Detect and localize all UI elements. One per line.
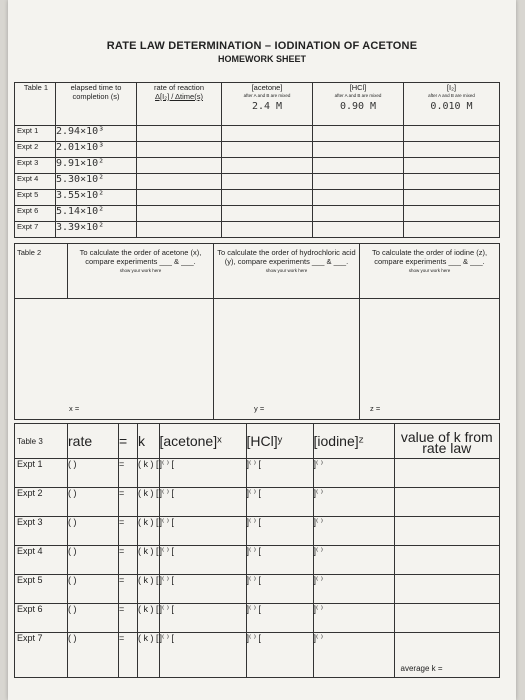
table3-k-heading: k xyxy=(138,424,160,459)
table-row: Expt 7 3.39×10² xyxy=(15,222,500,238)
work-area-z[interactable] xyxy=(360,299,500,420)
z-label: z = xyxy=(370,404,381,413)
table3-label: Table 3 xyxy=(15,424,68,459)
elapsed-time-value[interactable]: 2.94×10³ xyxy=(56,126,137,142)
elapsed-time-value[interactable]: 9.91×10² xyxy=(56,158,137,174)
table3-k-value-heading: value of k from rate law xyxy=(394,424,500,459)
table-row: Expt 1 2.94×10³ xyxy=(15,126,500,142)
table1-label: Table 1 xyxy=(15,83,56,126)
table-row: Expt 6 ( ) = ( k ) [ ]⁽ ⁾ [ ]⁽ ⁾ [ ]⁽ ⁾ xyxy=(15,604,500,633)
table-1 xyxy=(14,82,500,238)
work-area-x[interactable] xyxy=(15,299,214,420)
elapsed-time-value[interactable]: 3.39×10² xyxy=(56,222,137,238)
elapsed-time-value[interactable]: 5.30×10² xyxy=(56,174,137,190)
table3-hcl-heading: [HCl]ʸ xyxy=(246,424,313,459)
elapsed-time-value[interactable]: 5.14×10² xyxy=(56,206,137,222)
table1-col-i2: [I₂] after A and B are mixed 0.010 M xyxy=(404,83,500,126)
table-row: Expt 2 2.01×10³ xyxy=(15,142,500,158)
page-subtitle: HOMEWORK SHEET xyxy=(217,54,306,64)
table-row: Expt 6 5.14×10² xyxy=(15,206,500,222)
table1-col-hcl: [HCl] after A and B are mixed 0.90 M xyxy=(313,83,404,126)
table-row: Expt 3 ( ) = ( k ) [ ]⁽ ⁾ [ ]⁽ ⁾ [ ]⁽ ⁾ xyxy=(15,517,500,546)
table-row: Expt 7 ( ) = ( k ) [ ]⁽ ⁾ [ ]⁽ ⁾ [ ]⁽ ⁾ average k = xyxy=(15,633,500,678)
table2-col-acetone: To calculate the order of acetone (x), compare experiments ___ & ___. show your work here xyxy=(68,244,214,299)
elapsed-time-value[interactable]: 2.01×10³ xyxy=(56,142,137,158)
table2-col-iodine: To calculate the order of iodine (z), compare experiments ___ & ___. show your work here xyxy=(360,244,500,299)
average-k-label: average k = xyxy=(400,664,443,673)
x-label: x = xyxy=(69,404,80,413)
table2-col-hcl: To calculate the order of hydrochloric acid (y), compare experiments ___ & ___. show your work here xyxy=(214,244,360,299)
y-label: y = xyxy=(254,404,265,413)
table-2 xyxy=(14,243,500,420)
page-title: RATE LAW DETERMINATION – IODINATION OF ACETONE xyxy=(106,40,418,52)
table2-label: Table 2 xyxy=(15,244,68,299)
table-row: Expt 4 ( ) = ( k ) [ ]⁽ ⁾ [ ]⁽ ⁾ [ ]⁽ ⁾ xyxy=(15,546,500,575)
table-row: Expt 5 ( ) = ( k ) [ ]⁽ ⁾ [ ]⁽ ⁾ [ ]⁽ ⁾ xyxy=(15,575,500,604)
table1-col-rate: rate of reaction Δ[I₂] / Δtime(s) xyxy=(137,83,222,126)
table-3: Table 3 rate = k [acetone]ˣ [HCl]ʸ [iodine]ᶻ value of k from rate law Expt 1 ( ) = ( k ) [ ]⁽ ⁾ [ ]⁽ ⁾ [ ]⁽ ⁾ Expt 2 ( ) = ( k ) [ ]⁽ ⁾ [ ]⁽ ⁾ [ ]⁽ ⁾ Expt 3 ( ) = ( k ) [ ]⁽ ⁾ [ ]⁽ ⁾ [ ]⁽ ⁾ Expt 4 ( ) = ( k ) [ ]⁽ ⁾ [ ]⁽ ⁾ [ ]⁽ ⁾ Expt 5 ( ) = ( k ) [ ]⁽ ⁾ [ ]⁽ ⁾ [ ]⁽ ⁾ Expt 6 ( ) = ( k ) [ ]⁽ ⁾ [ ]⁽ ⁾ [ ]⁽ ⁾ Expt 7 ( ) = ( k ) [ ]⁽ ⁾ [ ]⁽ ⁾ [ ]⁽ ⁾ average k = xyxy=(14,423,500,678)
table-row: Expt 3 9.91×10² xyxy=(15,158,500,174)
table-row: Expt 5 3.55×10² xyxy=(15,190,500,206)
table-row: Expt 4 5.30×10² xyxy=(15,174,500,190)
table3-acetone-heading: [acetone]ˣ xyxy=(159,424,246,459)
table3-rate-heading: rate xyxy=(68,424,119,459)
table1-col-elapsed: elapsed time to completion (s) xyxy=(56,83,137,126)
elapsed-time-value[interactable]: 3.55×10² xyxy=(56,190,137,206)
work-area-y[interactable] xyxy=(214,299,360,420)
table1-col-acetone: [acetone] after A and B are mixed 2.4 M xyxy=(222,83,313,126)
table3-iodine-heading: [iodine]ᶻ xyxy=(313,424,394,459)
table-row: Expt 2 ( ) = ( k ) [ ]⁽ ⁾ [ ]⁽ ⁾ [ ]⁽ ⁾ xyxy=(15,488,500,517)
table-row: Expt 1 ( ) = ( k ) [ ]⁽ ⁾ [ ]⁽ ⁾ [ ]⁽ ⁾ xyxy=(15,459,500,488)
